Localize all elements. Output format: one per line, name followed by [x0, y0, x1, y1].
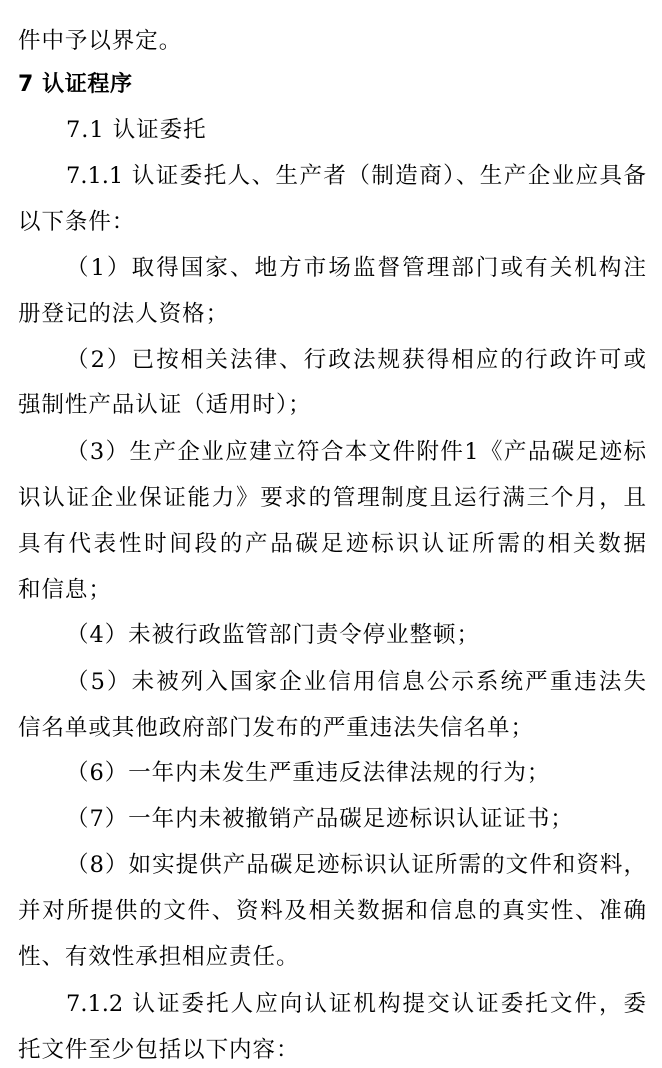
text-line-continuation: 件中予以界定。 — [18, 28, 183, 54]
clause-7-1-2-line-1: 7.1.2 认证委托人应向认证机构提交认证委托文件，委 — [66, 991, 646, 1017]
item-8-line-2: 并对所提供的文件、资料及相关数据和信息的真实性、准确 — [18, 898, 646, 924]
section-heading-7: 7 认证程序 — [18, 72, 133, 97]
item-1-line-2: 册登记的法人资格； — [18, 301, 230, 327]
item-3-line-3: 具有代表性时间段的产品碳足迹标识认证所需的相关数据 — [18, 531, 646, 557]
item-3-line-1: （3）生产企业应建立符合本文件附件1《产品碳足迹标 — [66, 439, 646, 465]
item-8-line-1: （8）如实提供产品碳足迹标识认证所需的文件和资料， — [66, 852, 646, 878]
item-7: （7）一年内未被撤销产品碳足迹标识认证证书； — [66, 806, 574, 832]
clause-7-1-2-line-2: 托文件至少包括以下内容： — [18, 1037, 300, 1063]
item-8-line-3: 性、有效性承担相应责任。 — [18, 944, 300, 970]
item-3-line-2: 识认证企业保证能力》要求的管理制度且运行满三个月，且 — [18, 485, 646, 511]
item-4: （4）未被行政监管部门责令停业整顿； — [66, 622, 480, 648]
clause-7-1-1-line-2: 以下条件： — [18, 209, 136, 235]
item-6: （6）一年内未发生严重违反法律法规的行为； — [66, 760, 551, 786]
clause-7-1-1-line-1: 7.1.1 认证委托人、生产者（制造商）、生产企业应具备 — [66, 163, 646, 189]
item-5-line-2: 信名单或其他政府部门发布的严重违法失信名单； — [18, 715, 534, 741]
item-3-line-4: 和信息； — [18, 577, 112, 603]
item-2-line-2: 强制性产品认证（适用时）； — [18, 392, 312, 418]
item-2-line-1: （2）已按相关法律、行政法规获得相应的行政许可或 — [66, 347, 646, 373]
subsection-heading-7-1: 7.1 认证委托 — [66, 117, 207, 143]
item-1-line-1: （1）取得国家、地方市场监督管理部门或有关机构注 — [66, 255, 646, 281]
item-5-line-1: （5）未被列入国家企业信用信息公示系统严重违法失 — [66, 669, 646, 695]
